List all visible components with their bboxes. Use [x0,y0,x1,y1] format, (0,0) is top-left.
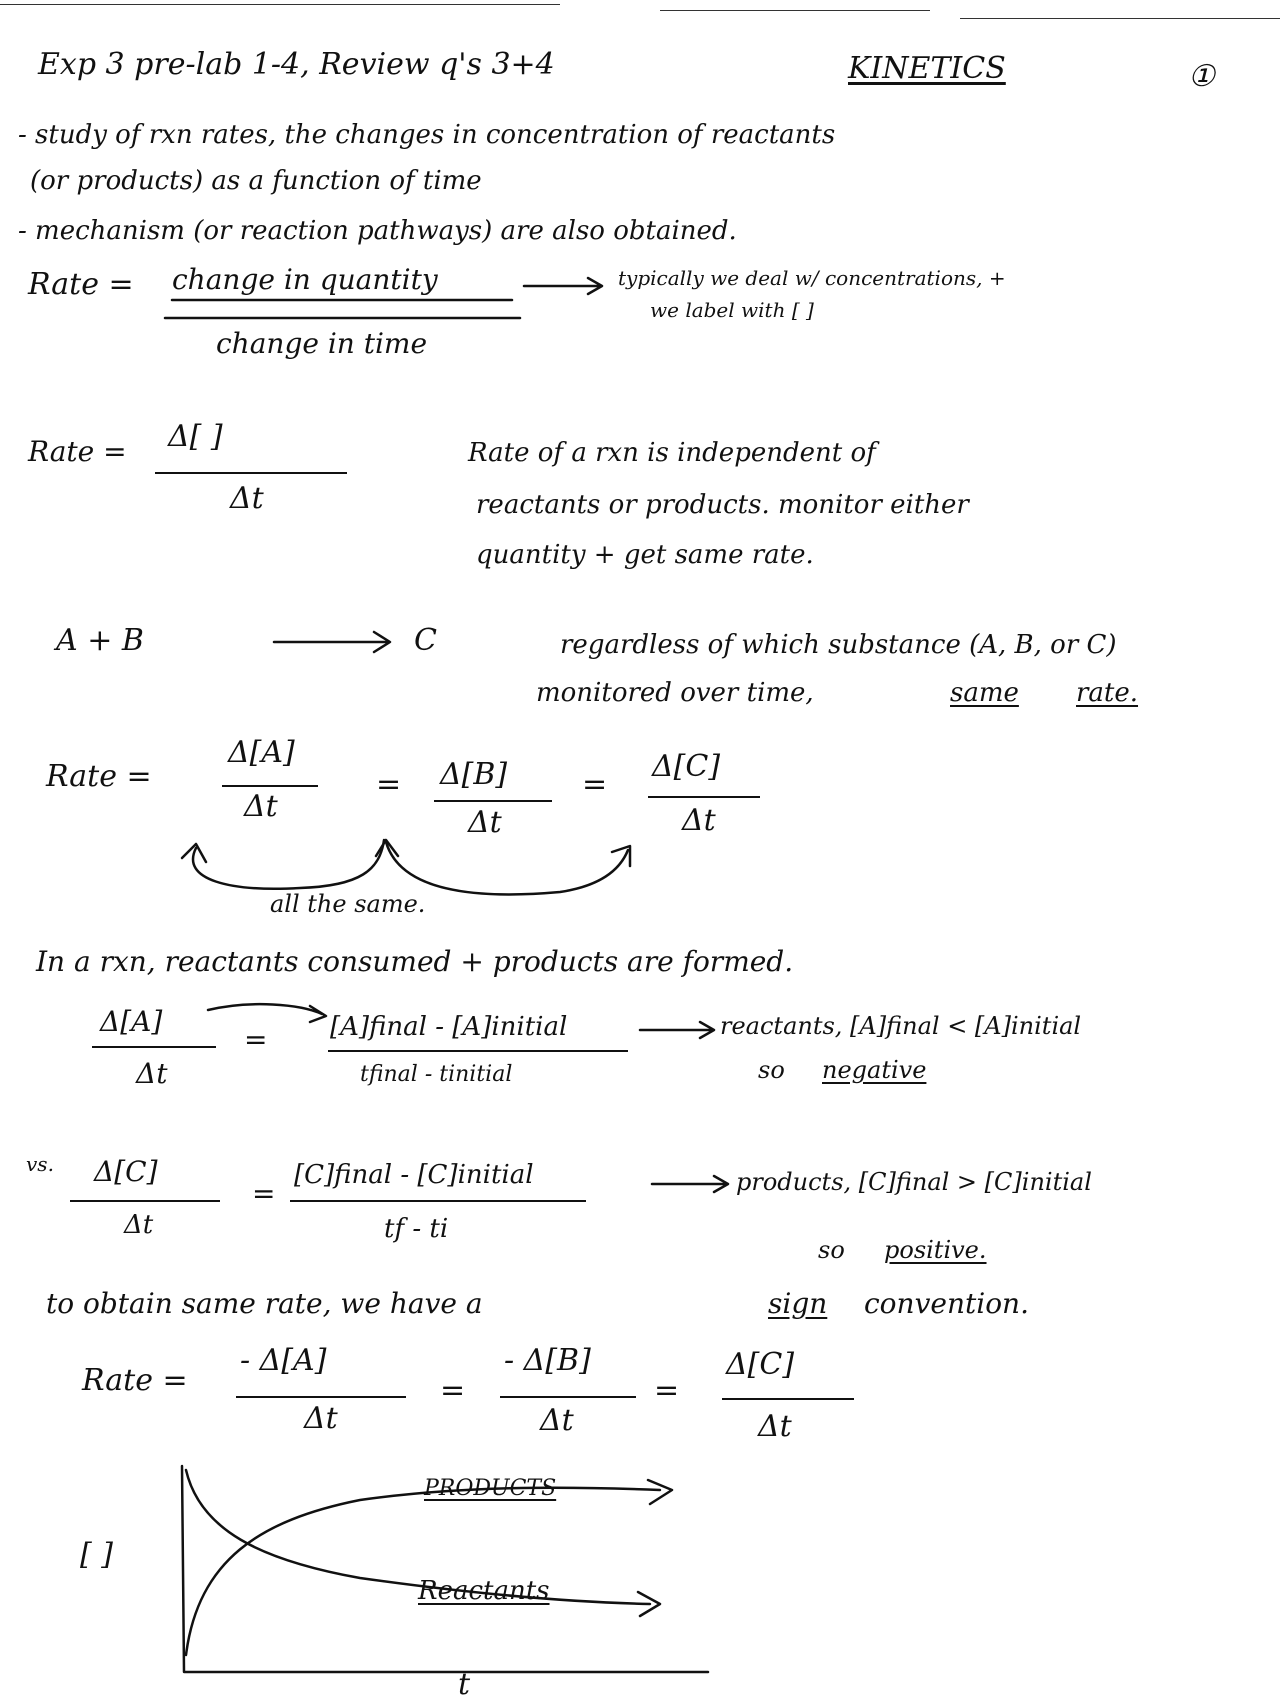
equals-sign: = [440,1373,466,1408]
rate-delta-label: Rate = [28,435,127,468]
intro-line-1: - study of rxn rates, the changes in concentration of reactants [18,120,836,150]
same-arrow-left [193,840,384,889]
sign-rate-a-num: - Δ[A] [240,1343,327,1378]
consumption-expr-num: [A]final - [A]initial [330,1012,568,1042]
vs-label: vs. [26,1152,54,1176]
sign-rate-label: Rate = [82,1363,188,1398]
intro-line-2: (or products) as a function of time [30,166,482,196]
production-expr-den: tf - ti [384,1214,449,1244]
sign-rate-b-num: - Δ[B] [504,1343,591,1378]
sign-rate-b-den: Δt [540,1403,574,1438]
consumption-a-den: Δt [136,1057,168,1090]
rate-delta-note-3: quantity + get same rate. [476,540,814,570]
rate-equal-c-num: Δ[C] [652,749,721,784]
rate-def-label: Rate = [28,267,134,302]
equals-sign: = [252,1177,276,1210]
production-c-num: Δ[C] [94,1155,158,1188]
consumption-arrow [208,1004,326,1022]
graph-products-label: PRODUCTS [424,1476,557,1501]
reaction-note-rate: rate. [1076,678,1139,708]
production-result: products, [C]final > [C]initial [736,1168,1092,1196]
rate-def-note-2: we label with [ ] [650,298,814,322]
intro-line-3: - mechanism (or reaction pathways) are also obtained. [18,216,737,246]
topic-heading: KINETICS [848,51,1006,86]
equals-sign: = [376,767,402,802]
reaction-note-same: same [950,678,1019,708]
consumption-result: reactants, [A]final < [A]initial [720,1012,1082,1040]
equals-sign: = [654,1373,680,1408]
consumption-sign: negative [822,1056,927,1084]
sign-rate-c-num: Δ[C] [726,1347,795,1382]
rate-def-numerator: change in quantity [172,263,438,296]
reaction-note-1: regardless of which substance (A, B, or C) [560,630,1117,660]
equals-sign: = [582,767,608,802]
reaction-note-2a: monitored over time, [536,678,814,708]
rate-equal-b-den: Δt [468,805,502,840]
production-c-den: Δt [124,1210,154,1240]
sign-rate-c-den: Δt [758,1409,792,1444]
consumption-so: so [758,1056,785,1084]
graph-x-label: t [458,1667,471,1702]
consumption-intro: In a rxn, reactants consumed + products are formed. [36,945,794,978]
rate-equal-caption: all the same. [270,890,426,918]
result-arrow [640,1022,714,1038]
consumption-a-num: Δ[A] [100,1005,163,1038]
graph-reactants-label: Reactants [418,1576,550,1606]
note-arrow [524,278,602,294]
rate-def-denominator: change in time [216,327,428,360]
graph-y-label: [ ] [80,1537,113,1572]
production-expr-num: [C]final - [C]initial [294,1160,534,1190]
rate-equal-c-den: Δt [682,803,716,838]
production-so: so [818,1236,845,1264]
rate-equal-a-num: Δ[A] [228,735,295,770]
result-arrow [652,1176,728,1192]
sign-rate-a-den: Δt [304,1401,338,1436]
sign-convention-text-b: convention. [864,1287,1029,1320]
products-curve [186,1488,660,1655]
same-arrow-right [386,842,628,894]
rate-delta-numerator: Δ[ ] [168,419,223,454]
reaction-reactants: A + B [56,623,144,658]
reaction-product: C [414,623,437,658]
rate-equal-b-num: Δ[B] [440,757,508,792]
reaction-arrow [274,632,390,652]
rate-delta-note-2: reactants or products. monitor either [476,490,969,520]
production-sign: positive. [884,1236,987,1264]
sign-convention-text-a: to obtain same rate, we have a [46,1287,483,1320]
page-title: Exp 3 pre-lab 1-4, Review q's 3+4 [38,47,555,82]
equals-sign: = [244,1023,268,1056]
rate-delta-denominator: Δt [230,481,264,516]
rate-delta-note-1: Rate of a rxn is independent of [468,438,876,468]
rate-equal-a-den: Δt [244,789,278,824]
rate-def-note-1: typically we deal w/ concentrations, + [618,266,1006,290]
sign-convention-sign: sign [768,1287,828,1320]
consumption-expr-den: tfinal - tinitial [360,1062,513,1087]
rate-equal-label: Rate = [46,759,152,794]
page-number: ① [1188,59,1215,94]
arrowhead-icon [648,1480,672,1504]
graph-axes [182,1466,708,1672]
